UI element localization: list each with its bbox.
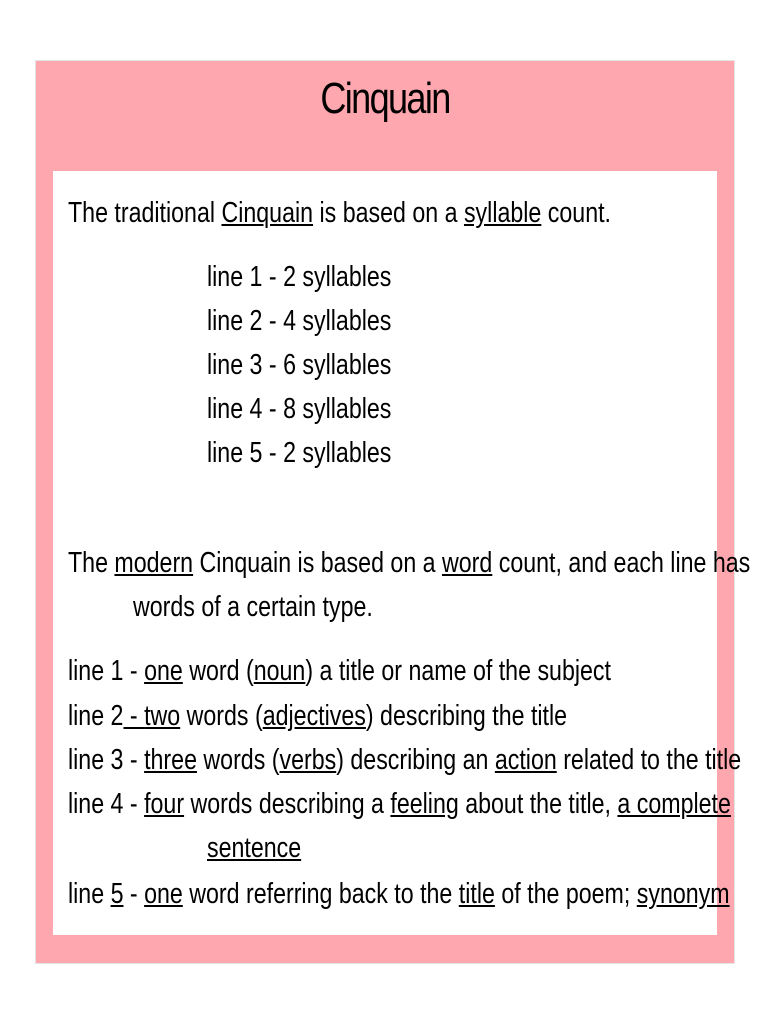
cinquain-slide [35, 60, 751, 964]
underlined-term: word [442, 547, 493, 579]
slide-title: Cinquain [320, 74, 450, 123]
syllable-line: line 1 - 2 syllables [207, 261, 392, 293]
underlined-term: syllable [463, 197, 542, 229]
underlined-term: modern [114, 547, 194, 579]
word-line: line 4 - four words describing a feeling about the title, a complete [68, 788, 731, 820]
word-line: line 5 - one word referring back to the title of the poem; synonym [68, 878, 730, 910]
syllable-line: line 3 - 6 syllables [207, 349, 392, 381]
content-card [53, 171, 751, 935]
modern-text-continued: words of a certain type. [133, 591, 373, 623]
word-line: line 3 - three words (verbs) describing an action related to the title [68, 744, 742, 776]
modern-text: The modern Cinquain is based on a word count, and each line has [68, 547, 751, 579]
syllable-line: line 2 - 4 syllables [207, 305, 392, 337]
syllable-line: line 5 - 2 syllables [207, 437, 392, 469]
syllable-line: line 4 - 8 syllables [207, 393, 392, 425]
word-line: line 2 - two words (adjectives) describing the title [68, 700, 568, 732]
intro-text: The traditional Cinquain is based on a syllable count. [68, 197, 611, 229]
underlined-term: Cinquain [221, 197, 314, 229]
word-line: line 1 - one word (noun) a title or name of the subject [68, 655, 611, 687]
word-line-continued: sentence [207, 832, 302, 864]
